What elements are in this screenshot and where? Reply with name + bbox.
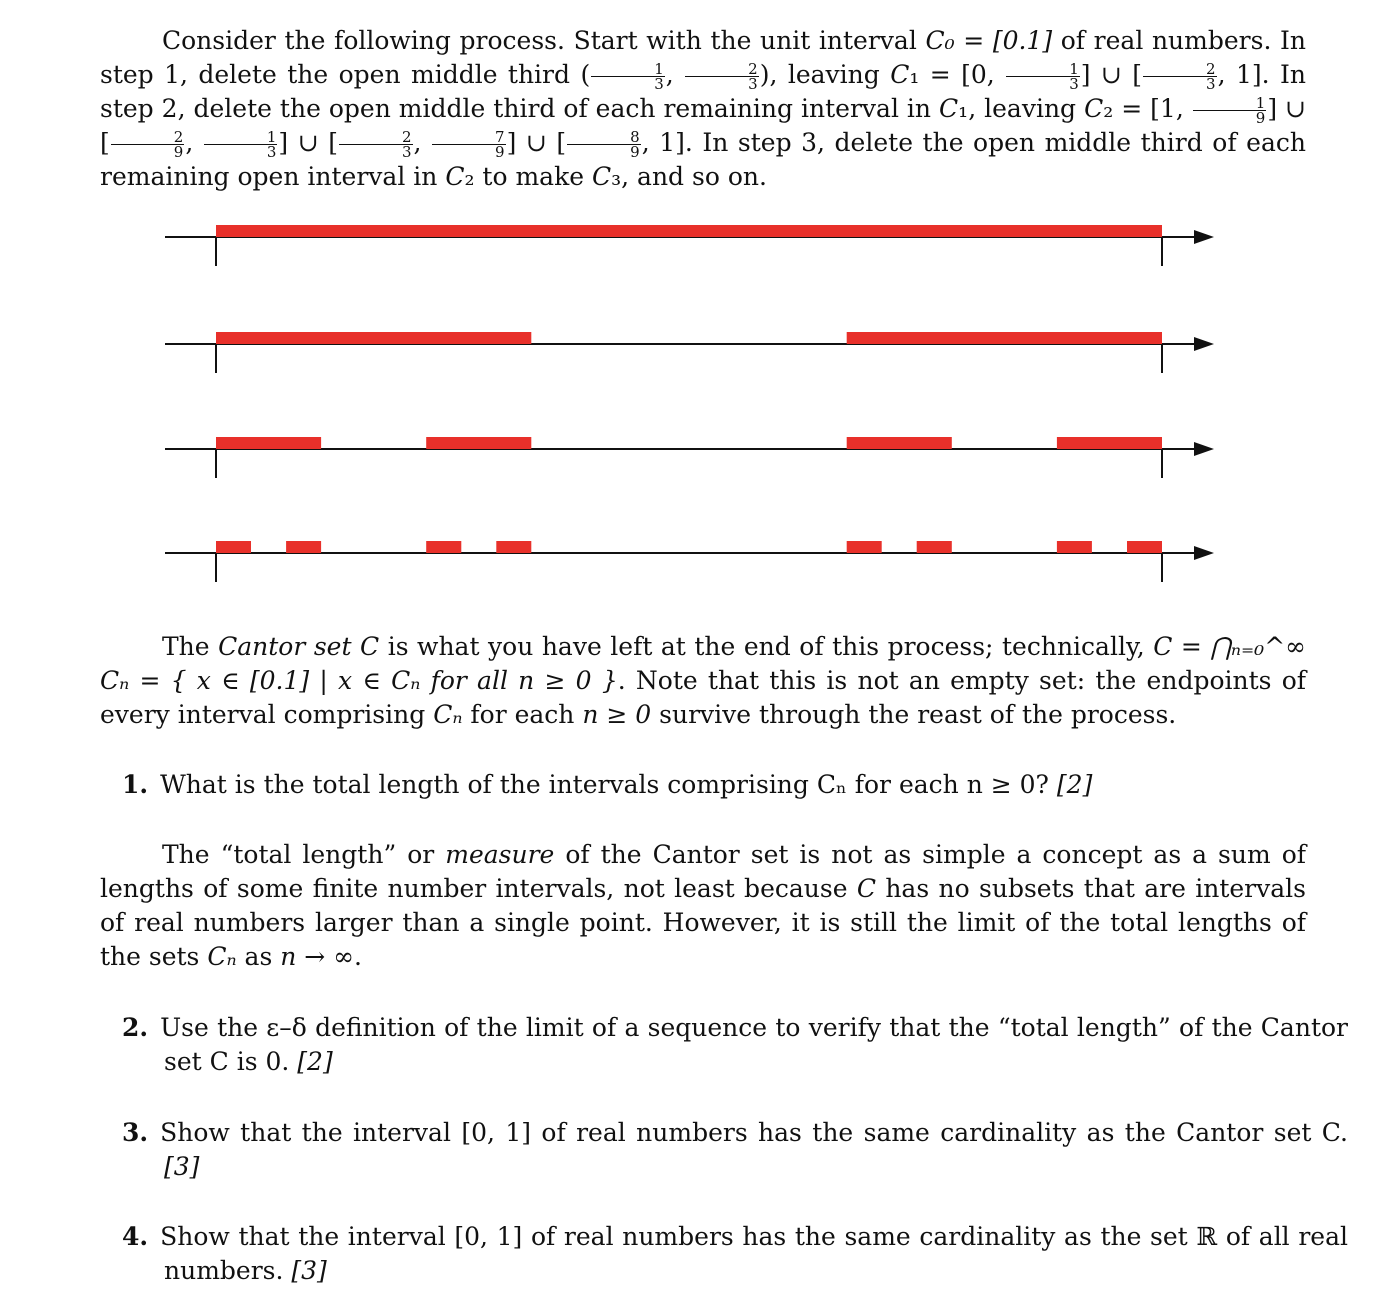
intro-text-5: , leaving	[968, 94, 1085, 123]
question-4	[122, 1220, 1348, 1288]
axis-arrow-1	[1194, 337, 1214, 351]
intro-text-1: Consider the following process. Start with the unit interval	[162, 26, 926, 55]
question-2-text: Use the ε–δ definition of the limit of a sequence to verify that the “total length” of the Cantor set C is 0.	[160, 1013, 1348, 1076]
measure-text-d: as	[236, 942, 281, 971]
cantor-segment-3-1	[286, 541, 321, 553]
cantor-segment-3-0	[216, 541, 251, 553]
cantor-segment-0-0	[216, 225, 1162, 237]
question-1	[122, 768, 1348, 802]
cn-symbol: Cₙ	[433, 700, 463, 729]
cantor-set-term: Cantor set	[218, 632, 352, 661]
question-1-text: What is the total length of the intervals comprising Cₙ for each n ≥ 0?	[160, 770, 1049, 799]
cantor-text-d: is what you have left at the end of this process; technically,	[379, 632, 1154, 661]
limit-expression: n → ∞	[280, 942, 355, 971]
c2-formula: C₂ = [1, $\frac{1}{9}$ ] ∪ [ $\frac{2}{9}$ , $\frac{1}{3}$ ] ∪ [ $\frac{2}{3}$ , $\frac{7}{9}$ ] ∪ [ $\frac{8}{9}$ , 1]	[100, 94, 1307, 161]
cantor-segment-2-1	[426, 437, 531, 449]
intro-text-4: . In step 2, delete the open middle third of each remaining interval in	[100, 60, 1306, 123]
cantor-segment-3-5	[917, 541, 952, 553]
question-4-marks: [3]	[291, 1256, 327, 1285]
n-geq-zero: n ≥ 0	[582, 700, 652, 729]
intro-paragraph: Consider the following process. Start with the unit interval C₀ = [0.1] of real numbers. In step 1, delete the open middle third ( $\frac{1}{3}$ , $\frac{2}{3}$ ), leaving C₁ = [0, $\frac{1}{3}$ ] ∪ [ $\frac{2}{3}$ , 1]. In step 2, delete the open middle third of each remaining interval in C₁, leaving C₂ = [1, $\frac{1}{9}$ ] ∪ [ $\frac{2}{9}$ , $\frac{1}{3}$ ] ∪ [ $\frac{2}{3}$ , $\frac{7}{9}$ ] ∪ [ $\frac{8}{9}$ , 1]. In step 3, delete the open middle third of each remaining open interval in C₂ to make C₃, and so on.	[100, 26, 1307, 191]
question-1-number: 1.	[122, 770, 149, 799]
c0-formula: C₀ = [0.1]	[925, 26, 1053, 55]
question-3-text: Show that the interval [0, 1] of real numbers has the same cardinality as the Cantor set C.	[160, 1118, 1348, 1147]
cantor-text-f: for each	[462, 700, 583, 729]
axis-arrow-0	[1194, 230, 1214, 244]
cantor-segment-1-0	[216, 332, 531, 344]
intro-text-6: . In step 3, delete the open middle third of each remaining open interval in	[100, 128, 1306, 191]
question-4-text: Show that the interval [0, 1] of real numbers has the same cardinality as the set ℝ of all real numbers.	[160, 1222, 1348, 1285]
measure-text-b: of the Cantor set is not as simple a concept as a sum of lengths of some finite number intervals, not least because	[100, 840, 1306, 903]
intro-text-7: to make	[474, 162, 592, 191]
measure-text-e: .	[354, 942, 362, 971]
intro-text-3: , leaving	[769, 60, 891, 89]
question-1-marks: [2]	[1056, 770, 1093, 799]
question-3	[122, 1116, 1348, 1184]
measure-text-a: The “total length” or	[162, 840, 446, 869]
question-3-marks: [3]	[164, 1152, 200, 1181]
measure-text-c: has no subsets that are intervals of real numbers larger than a single point. However, it is still the limit of the total lengths of the sets	[100, 874, 1306, 971]
c1-formula: C₁ = [0, $\frac{1}{3}$ ] ∪ [ $\frac{2}{3}$ , 1]	[890, 60, 1262, 93]
intro-text-8: , and so on.	[621, 162, 767, 191]
cantor-segment-2-2	[847, 437, 952, 449]
cantor-segment-1-1	[847, 332, 1162, 344]
question-2	[122, 1011, 1348, 1079]
cantor-symbol: C	[360, 632, 380, 661]
cantor-segment-3-6	[1057, 541, 1092, 553]
cantor-segment-3-2	[426, 541, 461, 553]
axis-arrow-2	[1194, 442, 1214, 456]
cantor-segment-2-3	[1057, 437, 1162, 449]
intro-text-2: of real numbers. In step 1, delete the open middle third	[100, 26, 1306, 89]
question-2-marks: [2]	[297, 1047, 333, 1076]
cantor-diagram	[0, 200, 1388, 600]
cn-symbol-2: Cₙ	[207, 942, 237, 971]
cantor-segment-3-7	[1127, 541, 1162, 553]
question-2-number: 2.	[122, 1013, 149, 1042]
measure-term: measure	[445, 840, 555, 869]
cantor-text-a: The	[162, 632, 219, 661]
question-4-number: 4.	[122, 1222, 149, 1251]
axis-arrow-3	[1194, 546, 1214, 560]
cantor-text-g: survive through the reast of the process.	[651, 700, 1177, 729]
measure-paragraph	[100, 838, 1306, 974]
cantor-segment-3-3	[496, 541, 531, 553]
cantor-text-e: . Note that this is not an empty set: the endpoints of every interval comprising	[100, 666, 1307, 729]
cantor-symbol-2: C	[856, 874, 876, 903]
open-third-formula: ( $\frac{1}{3}$ , $\frac{2}{3}$ )	[580, 60, 770, 93]
question-3-number: 3.	[122, 1118, 149, 1147]
cantor-segment-3-4	[847, 541, 882, 553]
cantor-set-paragraph	[100, 630, 1306, 732]
cantor-segment-2-0	[216, 437, 321, 449]
cantor-definition-formula: C = ⋂ₙ₌₀^∞ Cₙ = { x ∈ [0.1] | x ∈ Cₙ for all n ≥ 0 }	[100, 632, 1306, 695]
